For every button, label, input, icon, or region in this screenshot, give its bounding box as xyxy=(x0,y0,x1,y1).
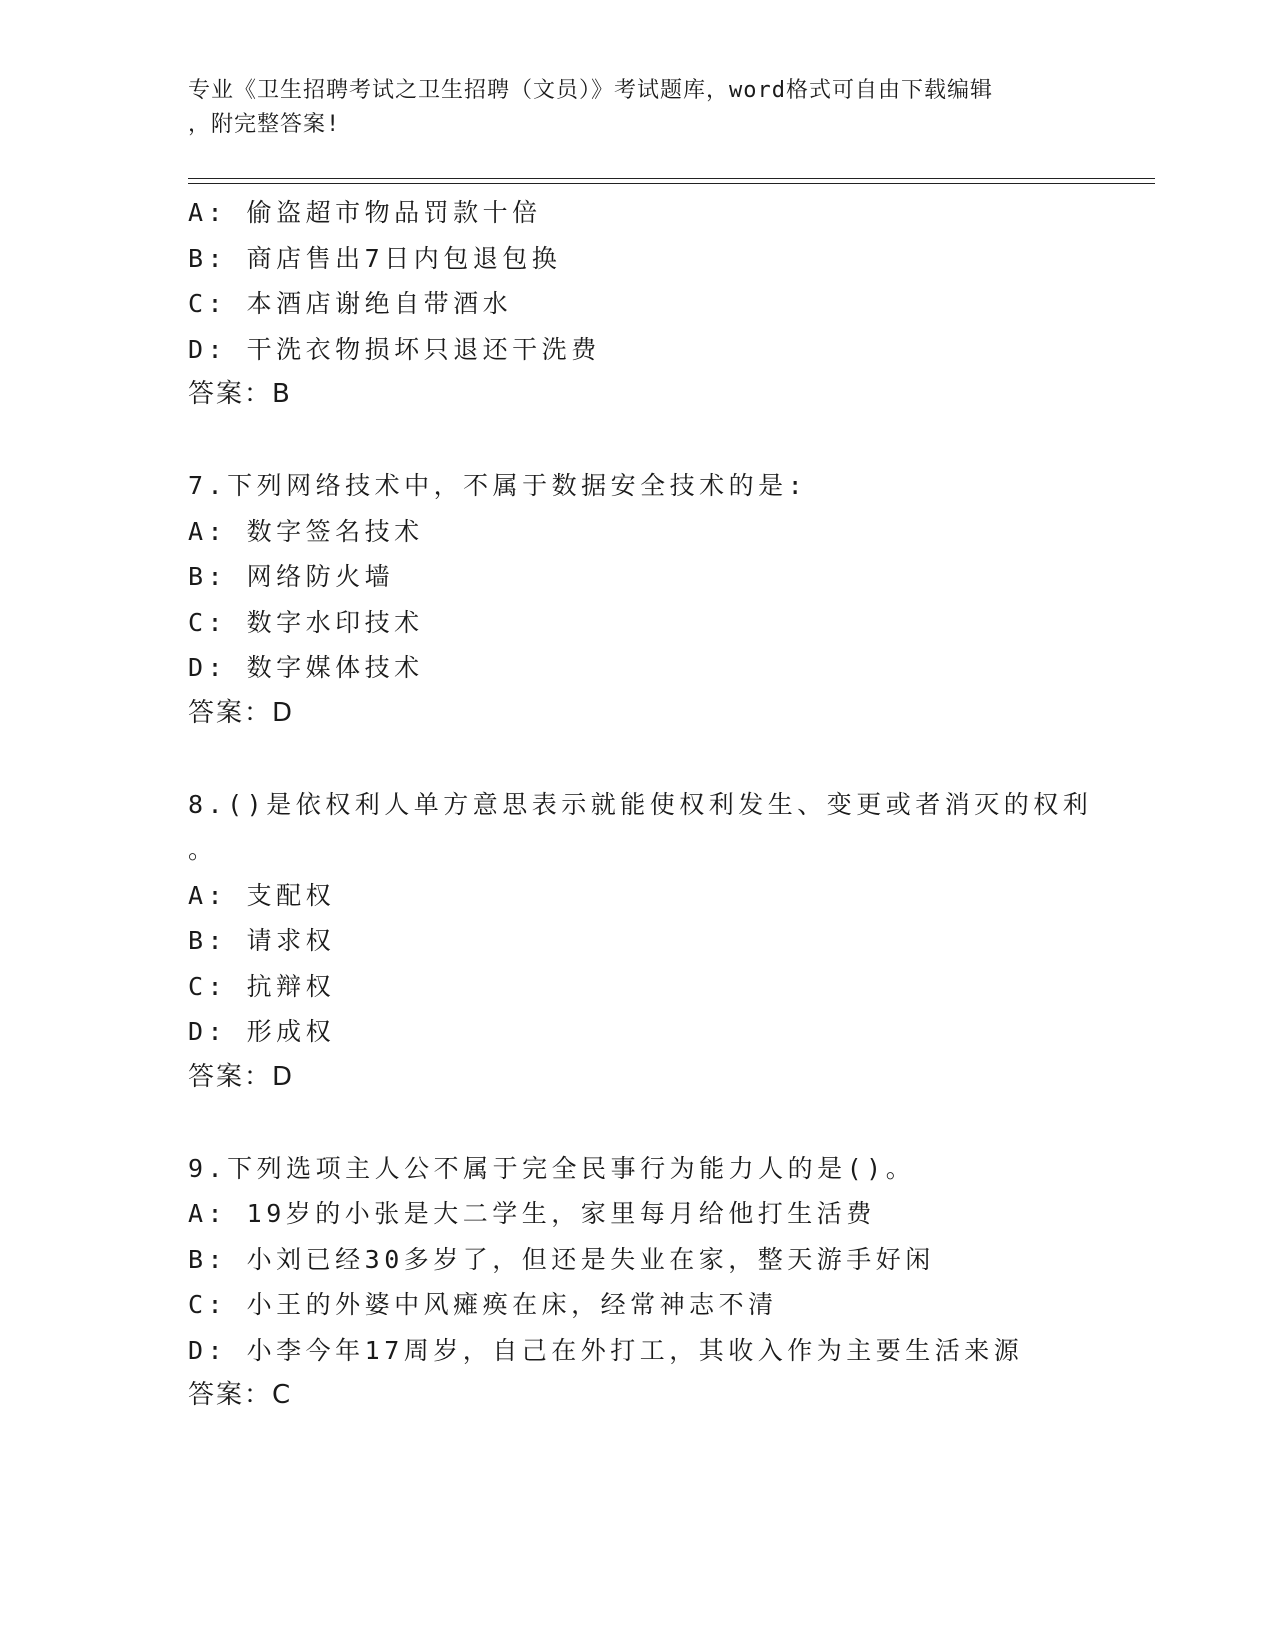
q7-stem: 7.下列网络技术中，不属于数据安全技术的是: xyxy=(188,471,808,500)
q9-option-d: D: 小李今年17周岁，自己在外打工，其收入作为主要生活来源 xyxy=(188,1335,1024,1365)
header-divider-bottom xyxy=(188,183,1155,184)
question-6 xyxy=(188,190,1148,418)
question-8 xyxy=(188,782,1148,1101)
q8-option-d: D: 形成权 xyxy=(188,1017,336,1046)
question-9 xyxy=(188,1146,1148,1419)
q9-option-c: C: 小王的外婆中风瘫痪在床，经常神志不清 xyxy=(188,1290,778,1319)
spacer xyxy=(188,1100,1148,1146)
q8-option-c: C: 抗辩权 xyxy=(188,971,336,1001)
q7-option-d: D: 数字媒体技术 xyxy=(188,653,424,682)
question-list xyxy=(188,190,1148,1419)
q9-answer: 答案：C xyxy=(188,1380,293,1410)
question-7 xyxy=(188,463,1148,736)
spacer xyxy=(188,736,1148,782)
q9-option-b: B: 小刘已经30多岁了，但还是失业在家，整天游手好闲 xyxy=(188,1244,935,1274)
header-line-2: ，附完整答案! xyxy=(188,112,341,137)
q6-option-b: B: 商店售出7日内包退包换 xyxy=(188,243,562,273)
q9-option-a: A: 19岁的小张是大二学生，家里每月给他打生活费 xyxy=(188,1199,876,1228)
header-divider-top xyxy=(188,178,1155,179)
q6-answer: 答案：B xyxy=(188,379,292,409)
q7-option-b: B: 网络防火墙 xyxy=(188,562,395,591)
q8-option-b: B: 请求权 xyxy=(188,926,336,955)
document-header xyxy=(188,74,1068,142)
q7-option-a: A: 数字签名技术 xyxy=(188,516,424,546)
q6-option-c: C: 本酒店谢绝自带酒水 xyxy=(188,289,513,318)
q7-answer: 答案：D xyxy=(188,697,295,728)
header-line-1: 专业《卫生招聘考试之卫生招聘（文员）》考试题库，word格式可自由下载编辑 xyxy=(188,78,993,103)
q8-stem: 8.()是依权利人单方意思表示就能使权利发生、变更或者消灭的权利 xyxy=(188,789,1093,819)
q8-answer: 答案：D xyxy=(188,1061,295,1092)
q7-option-c: C: 数字水印技术 xyxy=(188,607,424,637)
q9-stem: 9.下列选项主人公不属于完全民事行为能力人的是()。 xyxy=(188,1153,916,1183)
q8-option-a: A: 支配权 xyxy=(188,880,336,910)
spacer xyxy=(188,418,1148,464)
q8-stem-continued: 。 xyxy=(188,835,218,864)
q6-option-a: A: 偷盗超市物品罚款十倍 xyxy=(188,198,542,227)
q6-option-d: D: 干洗衣物损坏只退还干洗费 xyxy=(188,334,601,364)
